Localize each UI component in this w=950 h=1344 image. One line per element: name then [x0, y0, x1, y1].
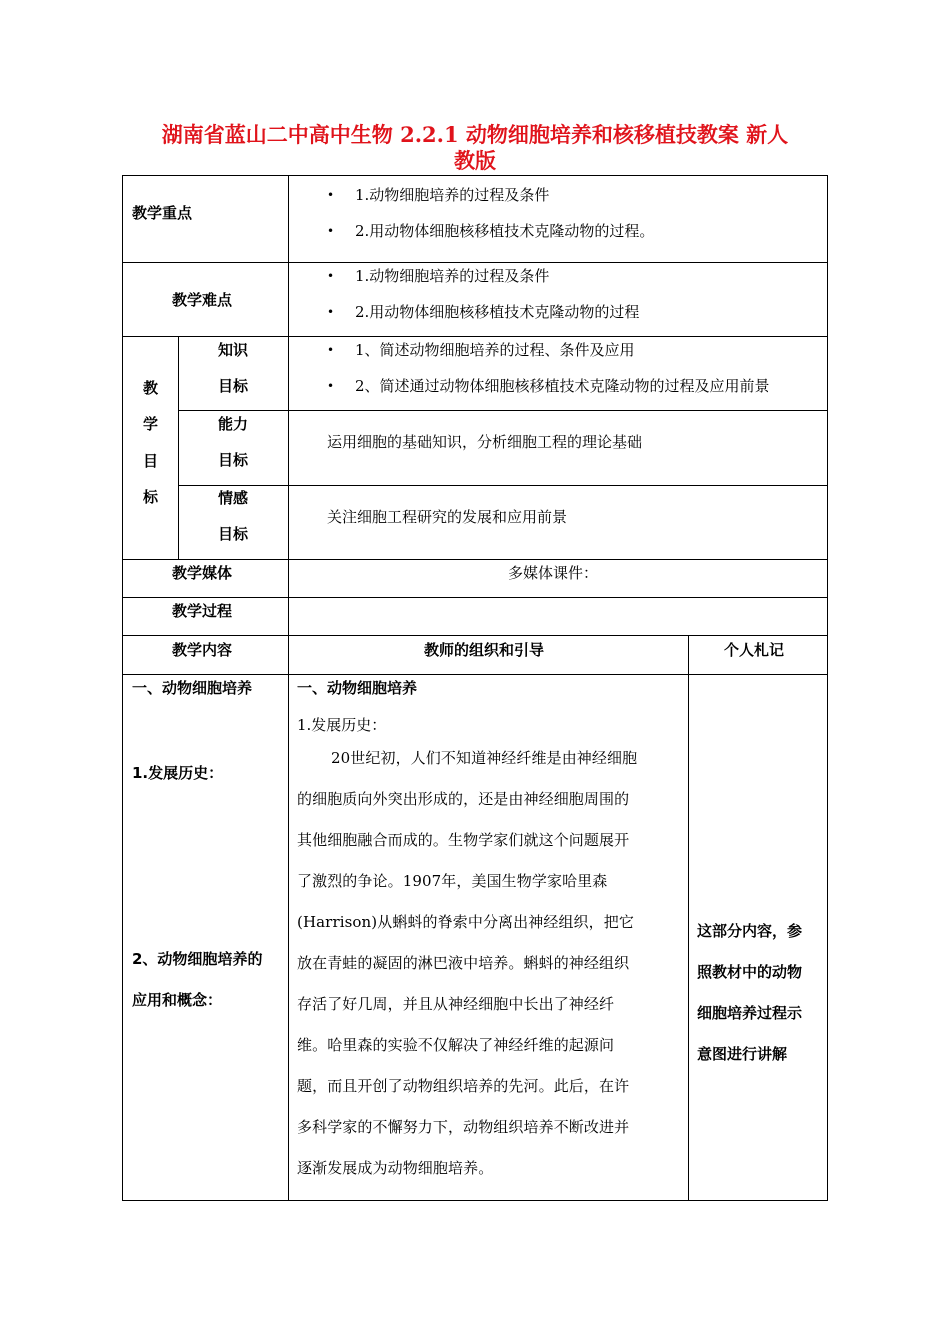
focus-item-1: 1.动物细胞培养的过程及条件: [355, 186, 550, 204]
paragraph-line: 维。哈里森的实验不仅解决了神经纤维的起源问: [297, 1036, 615, 1054]
goals-label-char: 教: [143, 379, 159, 397]
knowledge-label-line-2: 目标: [218, 377, 249, 395]
title-line-1: 湖南省蓝山二中高中生物 2.2.1 动物细胞培养和核移植技教案 新人: [161, 122, 789, 147]
content-section-title: 一、动物细胞培养: [132, 679, 253, 697]
paragraph-line: 的细胞质向外突出形成的，还是由神经细胞周围的: [297, 790, 630, 808]
goals-label-char: 标: [143, 488, 159, 506]
teacher-history: 1.发展历史：: [297, 716, 387, 734]
paragraph-line: 其他细胞融合而成的。生物学家们就这个问题展开: [297, 831, 630, 849]
teacher-paragraph: [297, 738, 680, 1189]
knowledge-item-1: 1、简述动物细胞培养的过程、条件及应用: [355, 341, 635, 359]
header-teacher: 教师的组织和引导: [424, 641, 545, 659]
notes-text: [697, 911, 822, 1075]
ability-label-line-2: 目标: [218, 451, 249, 469]
emotion-text: 关注细胞工程研究的发展和应用前景: [327, 508, 568, 526]
paragraph-line: 多科学家的不懈努力下，动物组织培养不断改进并: [297, 1118, 630, 1136]
emotion-label-line-1: 情感: [218, 489, 249, 507]
media-value: 多媒体课件：: [508, 564, 599, 582]
process-label: 教学过程: [172, 602, 233, 620]
focus-item-2: 2.用动物体细胞核移植技术克隆动物的过程。: [355, 222, 655, 240]
difficulty-label: 教学难点: [172, 291, 233, 309]
paragraph-line: 逐渐发展成为动物细胞培养。: [297, 1159, 494, 1177]
content-application-line-2: 应用和概念：: [132, 991, 223, 1009]
ability-label-line-1: 能力: [218, 415, 249, 433]
paragraph-line: 了激烈的争论。1907年，美国生物学家哈里森: [297, 872, 608, 890]
content-application-line-1: 2、动物细胞培养的: [132, 950, 263, 968]
notes-line: 照教材中的动物: [697, 963, 803, 981]
teacher-section-title: 一、动物细胞培养: [297, 679, 418, 697]
media-label: 教学媒体: [172, 564, 233, 582]
ability-text: 运用细胞的基础知识，分析细胞工程的理论基础: [327, 433, 643, 451]
header-notes: 个人札记: [724, 641, 785, 659]
bullet-icon: •: [327, 269, 335, 283]
bullet-icon: •: [327, 343, 335, 357]
notes-line: 意图进行讲解: [697, 1045, 788, 1063]
emotion-label-line-2: 目标: [218, 525, 249, 543]
bullet-icon: •: [327, 305, 335, 319]
difficulty-item-1: 1.动物细胞培养的过程及条件: [355, 267, 550, 285]
paragraph-line: 存活了好几周，并且从神经细胞中长出了神经纤: [297, 995, 615, 1013]
bullet-icon: •: [327, 224, 335, 238]
header-content: 教学内容: [172, 641, 233, 659]
goals-label-char: 学: [143, 415, 159, 433]
title-line-2: 教版: [454, 148, 496, 173]
knowledge-item-2: 2、简述通过动物体细胞核移植技术克隆动物的过程及应用前景: [355, 377, 770, 395]
document-title: [122, 122, 828, 174]
paragraph-line: 放在青蛙的凝固的淋巴液中培养。蝌蚪的神经组织: [297, 954, 630, 972]
bullet-icon: •: [327, 188, 335, 202]
paragraph-line: (Harrison)从蝌蚪的脊索中分离出神经组织，把它: [297, 913, 634, 931]
bullet-icon: •: [327, 379, 335, 393]
paragraph-line: 20世纪初，人们不知道神经纤维是由神经细胞: [331, 749, 638, 767]
focus-label: 教学重点: [132, 204, 193, 222]
notes-line: 细胞培养过程示: [697, 1004, 803, 1022]
content-history: 1.发展历史：: [132, 764, 224, 782]
difficulty-item-2: 2.用动物体细胞核移植技术克隆动物的过程: [355, 303, 640, 321]
goals-label-char: 目: [143, 452, 159, 470]
knowledge-label-line-1: 知识: [218, 341, 249, 359]
paragraph-line: 题，而且开创了动物组织培养的先河。此后，在许: [297, 1077, 630, 1095]
notes-line: 这部分内容，参: [697, 922, 803, 940]
